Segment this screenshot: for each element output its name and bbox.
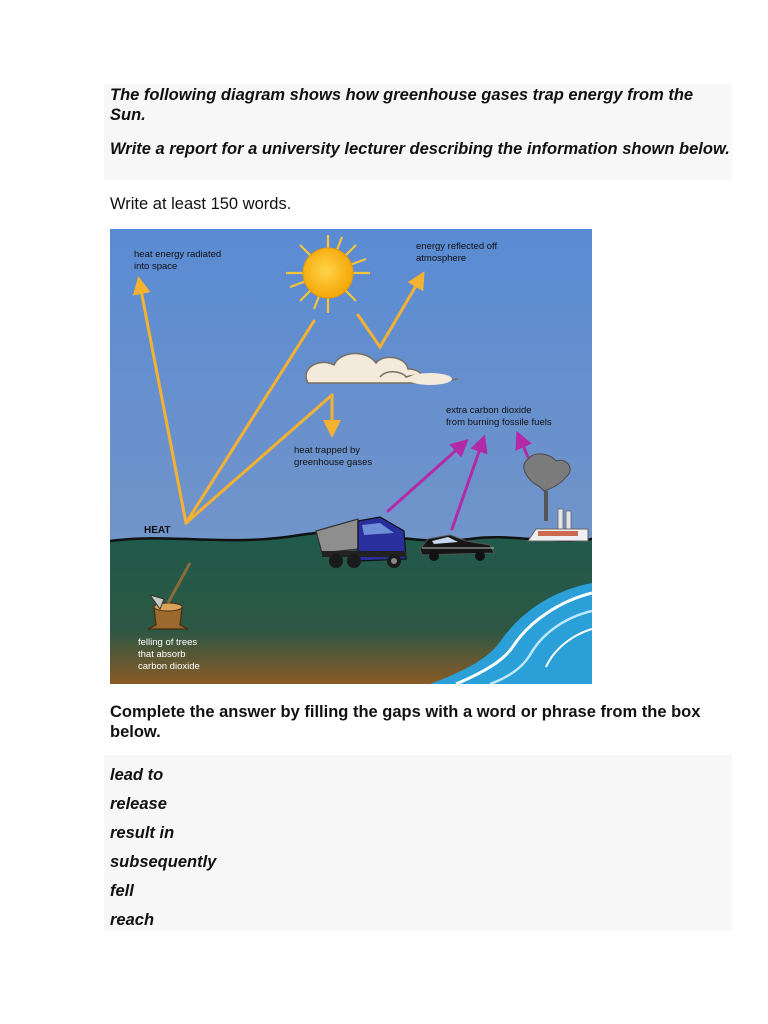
label-felling-3: carbon dioxide <box>138 661 200 672</box>
task-line-1: The following diagram shows how greenhouse gases trap energy from the Sun. <box>110 86 694 124</box>
label-radiated-1: heat energy radiated <box>134 249 222 260</box>
word-box <box>104 755 732 931</box>
greenhouse-diagram <box>110 229 592 684</box>
label-reflected-1: energy reflected off <box>416 241 498 252</box>
word-option: subsequently <box>110 853 217 871</box>
label-radiated-2: into space <box>134 261 178 272</box>
word-option: fell <box>110 882 134 900</box>
label-heat: HEAT <box>144 525 171 536</box>
label-trapped-1: heat trapped by <box>294 445 361 456</box>
gap-fill-instruction: Complete the answer by filling the gaps with a word or phrase from the box below. <box>110 703 701 741</box>
label-reflected-2: atmosphere <box>416 253 467 264</box>
word-count-requirement: Write at least 150 words. <box>110 195 292 213</box>
word-option: release <box>110 795 167 813</box>
label-co2-2: from burning fossile fuels <box>446 417 552 428</box>
word-option: result in <box>110 824 175 842</box>
task-line-2: Write a report for a university lecturer describing the information shown below. <box>110 140 730 158</box>
word-option: lead to <box>110 766 164 784</box>
word-option: reach <box>110 911 155 929</box>
label-co2-1: extra carbon dioxide <box>446 405 532 416</box>
label-felling-1: felling of trees <box>138 637 198 648</box>
label-felling-2: that absorb <box>138 649 186 660</box>
label-trapped-2: greenhouse gases <box>294 457 373 468</box>
